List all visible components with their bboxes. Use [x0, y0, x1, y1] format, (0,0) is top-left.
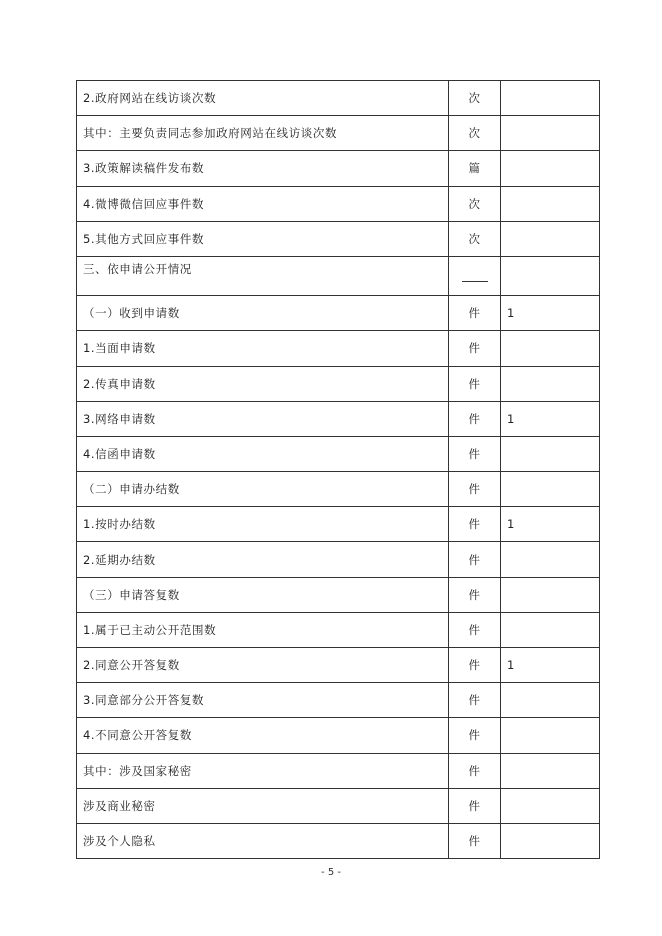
item-name-cell: 1.属于已主动公开范围数 — [77, 612, 449, 647]
value-cell — [501, 331, 600, 366]
item-name-cell: 其中：涉及国家秘密 — [77, 753, 449, 788]
table-body — [77, 81, 600, 859]
value-cell — [501, 612, 600, 647]
section-header-row — [77, 256, 600, 295]
unit-cell: 件 — [449, 436, 501, 471]
item-name-cell: 2.政府网站在线访谈次数 — [77, 81, 449, 116]
value-cell — [501, 81, 600, 116]
value-cell — [501, 683, 600, 718]
table-row — [77, 542, 600, 577]
value-cell: 1 — [501, 648, 600, 683]
unit-cell: 件 — [449, 366, 501, 401]
item-name-cell: 1.按时办结数 — [77, 507, 449, 542]
table-row — [77, 186, 600, 221]
value-cell — [501, 366, 600, 401]
item-name-cell: 4.微博微信回应事件数 — [77, 186, 449, 221]
page-number: - 5 - — [321, 867, 341, 878]
item-name-cell: 3.政策解读稿件发布数 — [77, 151, 449, 186]
value-cell — [501, 823, 600, 858]
value-cell — [501, 788, 600, 823]
unit-cell: 件 — [449, 788, 501, 823]
value-cell — [501, 151, 600, 186]
table-row — [77, 116, 600, 151]
item-name-cell: 涉及商业秘密 — [77, 788, 449, 823]
table-row — [77, 577, 600, 612]
unit-cell: 次 — [449, 116, 501, 151]
unit-cell: 件 — [449, 507, 501, 542]
unit-cell: 件 — [449, 648, 501, 683]
table-row — [77, 331, 600, 366]
section-title-cell: 三、依申请公开情况 — [77, 256, 449, 295]
value-cell — [501, 221, 600, 256]
table-row — [77, 507, 600, 542]
item-name-cell: （一）收到申请数 — [77, 296, 449, 331]
table-row — [77, 612, 600, 647]
item-name-cell: 2.传真申请数 — [77, 366, 449, 401]
unit-cell: 次 — [449, 221, 501, 256]
value-cell — [501, 436, 600, 471]
value-cell — [501, 472, 600, 507]
unit-cell: 件 — [449, 823, 501, 858]
table-row — [77, 151, 600, 186]
table-row — [77, 718, 600, 753]
table-row — [77, 81, 600, 116]
value-cell — [501, 116, 600, 151]
table-row — [77, 366, 600, 401]
table-row — [77, 436, 600, 471]
unit-cell: 件 — [449, 542, 501, 577]
table-row — [77, 823, 600, 858]
table-row — [77, 683, 600, 718]
item-name-cell: 4.不同意公开答复数 — [77, 718, 449, 753]
item-name-cell: 5.其他方式回应事件数 — [77, 221, 449, 256]
item-name-cell: 1.当面申请数 — [77, 331, 449, 366]
value-cell — [501, 718, 600, 753]
item-name-cell: （二）申请办结数 — [77, 472, 449, 507]
unit-cell: 件 — [449, 753, 501, 788]
item-name-cell: 2.同意公开答复数 — [77, 648, 449, 683]
value-cell — [501, 542, 600, 577]
statistics-table — [76, 80, 600, 859]
value-cell — [501, 753, 600, 788]
value-cell — [501, 577, 600, 612]
table-row — [77, 648, 600, 683]
table-row — [77, 472, 600, 507]
item-name-cell: 4.信函申请数 — [77, 436, 449, 471]
value-cell: 1 — [501, 296, 600, 331]
item-name-cell: 3.网络申请数 — [77, 401, 449, 436]
unit-cell: 篇 — [449, 151, 501, 186]
item-name-cell: 涉及个人隐私 — [77, 823, 449, 858]
unit-cell — [449, 256, 501, 295]
value-cell: 1 — [501, 507, 600, 542]
unit-cell: 件 — [449, 401, 501, 436]
item-name-cell: 其中：主要负责同志参加政府网站在线访谈次数 — [77, 116, 449, 151]
unit-cell: 件 — [449, 331, 501, 366]
unit-cell: 件 — [449, 472, 501, 507]
table-row — [77, 753, 600, 788]
table-row — [77, 401, 600, 436]
table-row — [77, 221, 600, 256]
item-name-cell: （三）申请答复数 — [77, 577, 449, 612]
value-cell — [501, 256, 600, 295]
unit-cell: 件 — [449, 577, 501, 612]
table-row — [77, 296, 600, 331]
item-name-cell: 3.同意部分公开答复数 — [77, 683, 449, 718]
unit-cell: 件 — [449, 718, 501, 753]
dash-mark — [462, 281, 488, 282]
unit-cell: 件 — [449, 296, 501, 331]
unit-cell: 件 — [449, 612, 501, 647]
value-cell: 1 — [501, 401, 600, 436]
unit-cell: 次 — [449, 81, 501, 116]
unit-cell: 件 — [449, 683, 501, 718]
value-cell — [501, 186, 600, 221]
table-row — [77, 788, 600, 823]
item-name-cell: 2.延期办结数 — [77, 542, 449, 577]
unit-cell: 次 — [449, 186, 501, 221]
